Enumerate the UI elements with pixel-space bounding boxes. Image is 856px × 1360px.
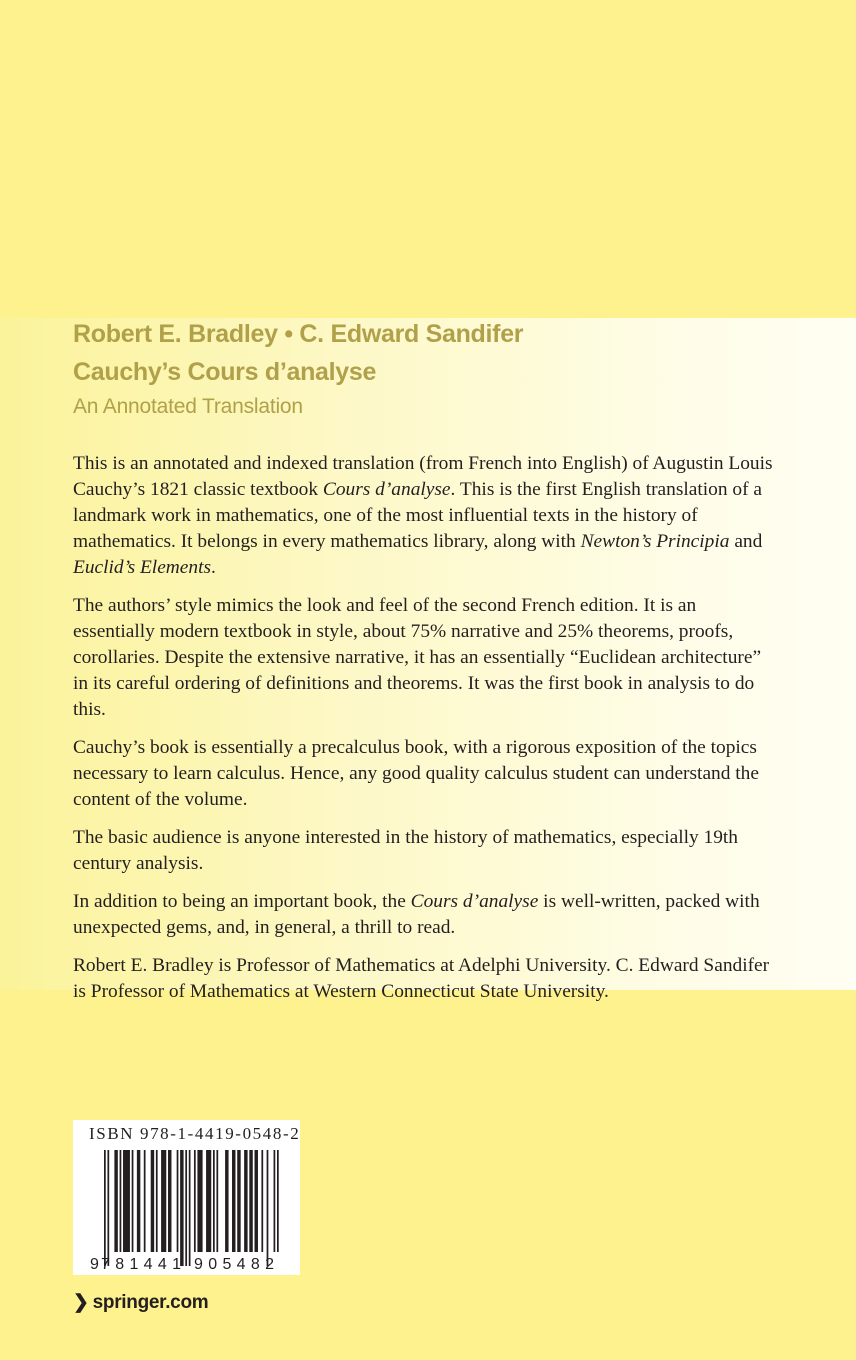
barcode-right-digits: 905482 — [194, 1256, 274, 1273]
barcode-bar — [255, 1150, 258, 1252]
isbn-barcode-box — [73, 1120, 300, 1275]
barcode-bar — [277, 1150, 279, 1252]
book-title: Cauchy’s Cours d’analyse — [73, 358, 377, 386]
barcode-bar — [206, 1150, 211, 1252]
p1-text-c: and — [729, 531, 763, 552]
publisher-url: springer.com — [92, 1292, 209, 1313]
barcode-bar — [232, 1150, 235, 1252]
barcode-lead-digit: 9 — [90, 1256, 99, 1273]
barcode-bar — [194, 1150, 196, 1252]
barcode-left-digits: 781441 — [101, 1256, 181, 1273]
barcode-bar — [107, 1150, 109, 1266]
paragraph-6: Robert E. Bradley is Professor of Mathematics at Adelphi University. C. Edward Sandifer is Professor of Mathematics at Western Connecticut State University. — [73, 955, 770, 1002]
p5-italic-cours: Cours d’analyse — [410, 891, 539, 912]
p5-text-b: is well-written, packed with unexpected gems, and, in general, a thrill to read. — [73, 891, 760, 938]
chevron-right-icon: ❯ — [73, 1292, 89, 1313]
barcode-bar — [225, 1150, 228, 1252]
barcode-bar — [267, 1150, 269, 1266]
barcode-bar — [156, 1150, 158, 1252]
p1-italic-cours: Cours d’analyse — [322, 479, 451, 500]
barcode-bar — [151, 1150, 154, 1252]
barcode-bar — [161, 1150, 166, 1252]
paragraph-5 — [73, 889, 773, 941]
barcode-bar — [132, 1150, 134, 1252]
barcode-bars — [104, 1150, 279, 1266]
barcode-bar — [123, 1150, 130, 1252]
barcode-bar — [177, 1150, 179, 1252]
barcode-bar — [185, 1150, 187, 1266]
barcode-bar — [189, 1150, 191, 1266]
p1-text-d: . — [211, 557, 216, 578]
barcode-graphic — [73, 1120, 300, 1275]
barcode-bar — [216, 1150, 218, 1252]
barcode-bar — [144, 1150, 146, 1252]
paragraph-4: The basic audience is anyone interested in the history of mathematics, especially 19th century analysis. — [73, 827, 738, 874]
barcode-bar — [249, 1150, 252, 1252]
p1-italic-principia: Newton’s Principia — [580, 531, 730, 552]
barcode-bar — [180, 1150, 183, 1266]
barcode-bar — [274, 1150, 276, 1252]
p5-text-a: In addition to being an important book, the — [73, 891, 411, 912]
book-subtitle: An Annotated Translation — [73, 395, 303, 418]
barcode-bar — [168, 1150, 171, 1252]
p1-text-b: . This is the first English translation of a landmark work in mathematics, one of the most influential texts in the history of mathematics. It belongs in every mathematics library, along with — [73, 479, 763, 552]
barcode-bar — [244, 1150, 247, 1252]
p1-text-a: This is an annotated and indexed translation (from French into English) of Augustin Louis Cauchy’s 1821 classic textbook — [73, 453, 773, 500]
isbn-label: ISBN 978-1-4419-0548-2 — [89, 1124, 301, 1143]
barcode-bar — [120, 1150, 122, 1252]
barcode-bar — [237, 1150, 240, 1252]
barcode-bar — [114, 1150, 117, 1252]
barcode-bar — [137, 1150, 140, 1252]
paragraph-3: Cauchy’s book is essentially a precalculus book, with a rigorous exposition of the topics necessary to learn calculus. Hence, any good quality calculus student can understand the content of the volume. — [73, 737, 759, 810]
barcode-bar — [197, 1150, 202, 1252]
description-text — [73, 451, 773, 1005]
paragraph-1 — [73, 451, 773, 581]
barcode-bar — [104, 1150, 106, 1266]
authors: Robert E. Bradley • C. Edward Sandifer — [73, 320, 524, 348]
p1-italic-elements: Euclid’s Elements — [73, 557, 212, 578]
paragraph-2: The authors’ style mimics the look and feel of the second French edition. It is an essentially modern textbook in style, about 75% narrative and 25% theorems, proofs, corollaries. Despite the extensive narrative, it has an essentially “Euclidean architecture” in its careful ordering of definitions and theorems. It was the first book in analysis to do this. — [73, 595, 762, 720]
publisher-link[interactable] — [73, 1291, 208, 1314]
barcode-bar — [213, 1150, 215, 1252]
barcode-bar — [261, 1150, 263, 1252]
